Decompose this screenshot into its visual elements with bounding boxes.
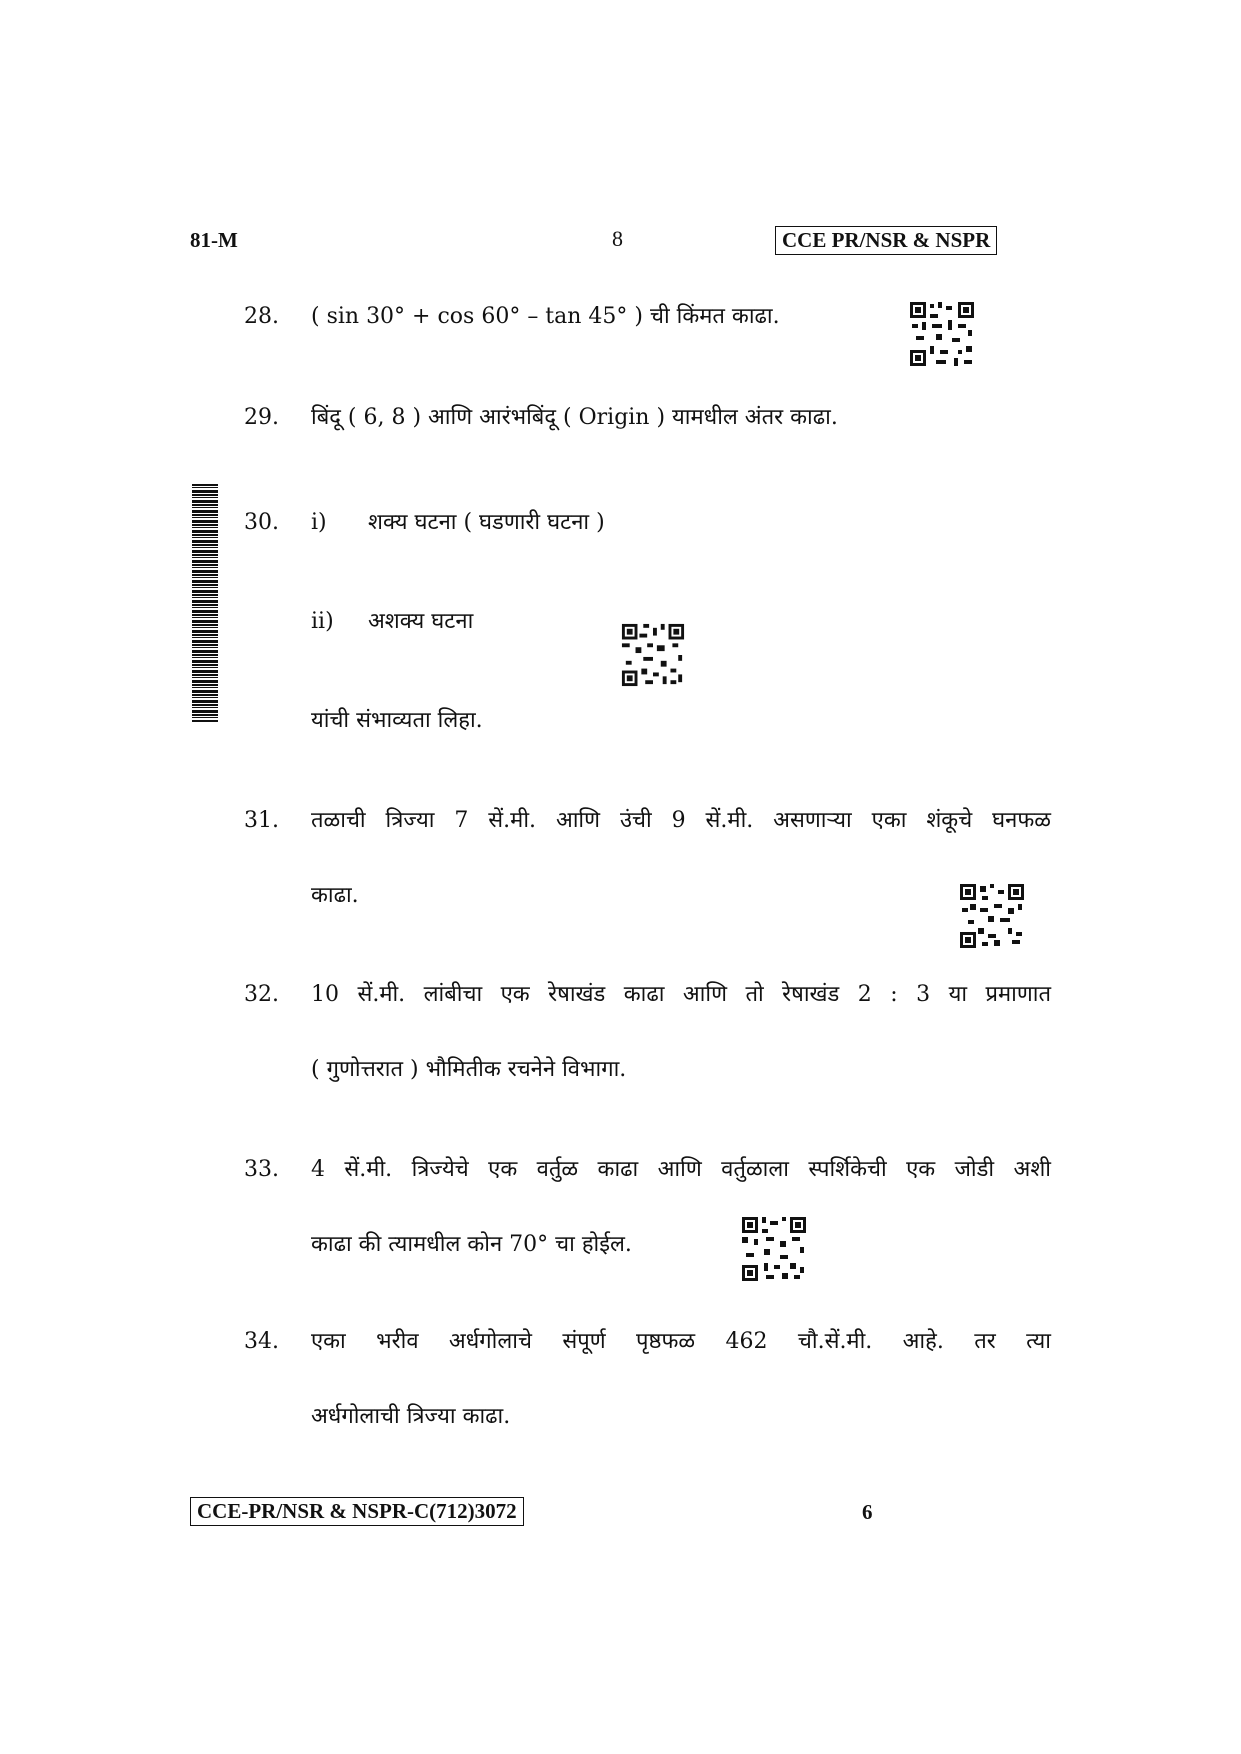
barcode-image (192, 484, 218, 722)
item-label: ii) (311, 609, 334, 634)
qr-code-icon (958, 882, 1026, 950)
question-number: 34. (244, 1329, 279, 1354)
qr-code-icon (908, 300, 976, 368)
question-text-line1: 4 सें.मी. त्रिज्येचे एक वर्तुळ काढा आणि वर्तुळाला स्पर्शिकेची एक जोडी अशी (311, 1157, 1051, 1182)
footer-page-number: 6 (862, 1500, 873, 1524)
question-31-line2: काढा. (311, 883, 359, 908)
question-number: 28. (244, 304, 279, 329)
question-number: 32. (244, 982, 279, 1007)
item-label: i) (311, 510, 327, 535)
page-number: 8 (612, 226, 623, 251)
item-text: शक्य घटना ( घडणारी घटना ) (368, 510, 605, 535)
footer-code-box: CCE-PR/NSR & NSPR-C(712)3072 (190, 1497, 524, 1526)
question-number: 29. (244, 405, 279, 430)
question-30-tail: यांची संभाव्यता लिहा. (311, 708, 483, 733)
question-number: 31. (244, 808, 279, 833)
question-number: 30. (244, 510, 279, 535)
question-number: 33. (244, 1157, 279, 1182)
question-33-line2: काढा की त्यामधील कोन 70° चा होईल. (311, 1232, 632, 1257)
item-text: अशक्य घटना (368, 609, 474, 634)
question-text-line1: 10 सें.मी. लांबीचा एक रेषाखंड काढा आणि तो रेषाखंड 2 : 3 या प्रमाणात (311, 982, 1051, 1007)
question-34-line2: अर्धगोलाची त्रिज्या काढा. (311, 1404, 511, 1429)
question-text-line1: तळाची त्रिज्या 7 सें.मी. आणि उंची 9 सें.मी. असणाऱ्या एका शंकूचे घनफळ (311, 808, 1051, 833)
paper-code: 81-M (190, 228, 238, 252)
qr-code-icon (740, 1215, 808, 1283)
question-32-line2: ( गुणोत्तरात ) भौमितीक रचनेने विभागा. (311, 1057, 627, 1082)
question-text: ( sin 30° + cos 60° – tan 45° ) ची किंमत काढा. (311, 304, 780, 329)
question-text: बिंदू ( 6, 8 ) आणि आरंभबिंदू ( Origin ) यामधील अंतर काढा. (311, 405, 838, 430)
question-text-line1: एका भरीव अर्धगोलाचे संपूर्ण पृष्ठफळ 462 चौ.सें.मी. आहे. तर त्या (311, 1329, 1051, 1354)
qr-code-icon (620, 622, 686, 688)
exam-code-box: CCE PR/NSR & NSPR (775, 226, 997, 255)
